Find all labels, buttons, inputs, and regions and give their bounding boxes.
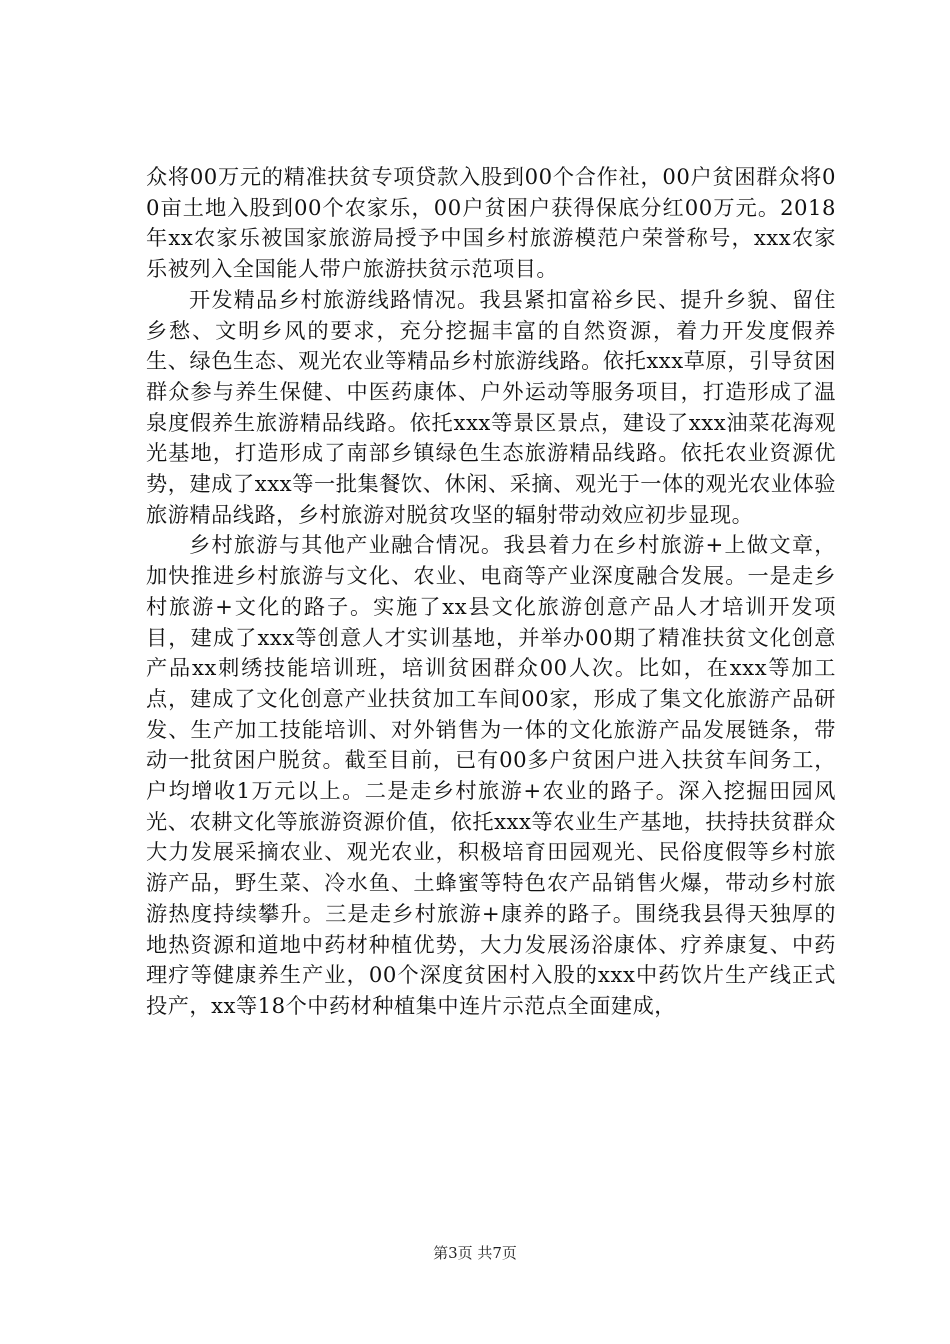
paragraph-industry-integration: 乡村旅游与其他产业融合情况。我县着力在乡村旅游+上做文章，加快推进乡村旅游与文化、农业、电商等产业深度融合发展。一是走乡村旅游+文化的路子。实施了xx县文化旅游创意产品人才培训开发项目，建成了xxx等创意人才实训基地，并举办00期了精准扶贫文化创意产品xx刺绣技能培训班，培训贫困群众00人次。比如，在xxx等加工点，建成了文化创意产业扶贫加工车间00家，形成了集文化旅游产品研发、生产加工技能培训、对外销售为一体的文化旅游产品发展链条，带动一批贫困户脱贫。截至目前，已有00多户贫困户进入扶贫车间务工，户均增收1万元以上。二是走乡村旅游+农业的路子。深入挖掘田园风光、农耕文化等旅游资源价值，依托xxx等农业生产基地，扶持扶贫群众大力发展采摘农业、观光农业，积极培育田园观光、民俗度假等乡村旅游产品，野生菜、冷水鱼、土蜂蜜等特色农产品销售火爆，带动乡村旅游热度持续攀升。三是走乡村旅游+康养的路子。围绕我县得天独厚的地热资源和道地中药材种植优势，大力发展汤浴康体、疗养康复、中药理疗等健康养生产业，00个深度贫困村入股的xxx中药饮片生产线正式投产，xx等18个中药材种植集中连片示范点全面建成， bbox=[146, 532, 836, 1018]
paragraph-rural-tourism-routes: 开发精品乡村旅游线路情况。我县紧扣富裕乡民、提升乡貌、留住乡愁、文明乡风的要求，充分挖掘丰富的自然资源，着力开发度假养生、绿色生态、观光农业等精品乡村旅游线路。依托xxx草原，引导贫困群众参与养生保健、中医药康体、户外运动等服务项目，打造形成了温泉度假养生旅游精品线路。依托xxx等景区景点，建设了xxx油菜花海观光基地，打造形成了南部乡镇绿色生态旅游精品线路。依托农业资源优势，建成了xxx等一批集餐饮、休闲、采摘、观光于一体的观光农业体验旅游精品线路，乡村旅游对脱贫攻坚的辐射带动效应初步显现。 bbox=[146, 286, 836, 527]
page-number-footer: 第3页 共7页 bbox=[433, 1244, 517, 1262]
paragraph-continuation: 众将00万元的精准扶贫专项贷款入股到00个合作社，00户贫困群众将00亩土地入股到00个农家乐，00户贫困户获得保底分红00万元。2018年xx农家乐被国家旅游局授予中国乡村旅游模范户荣誉称号，xxx农家乐被列入全国能人带户旅游扶贫示范项目。 bbox=[146, 164, 836, 282]
document-body bbox=[146, 162, 836, 1022]
